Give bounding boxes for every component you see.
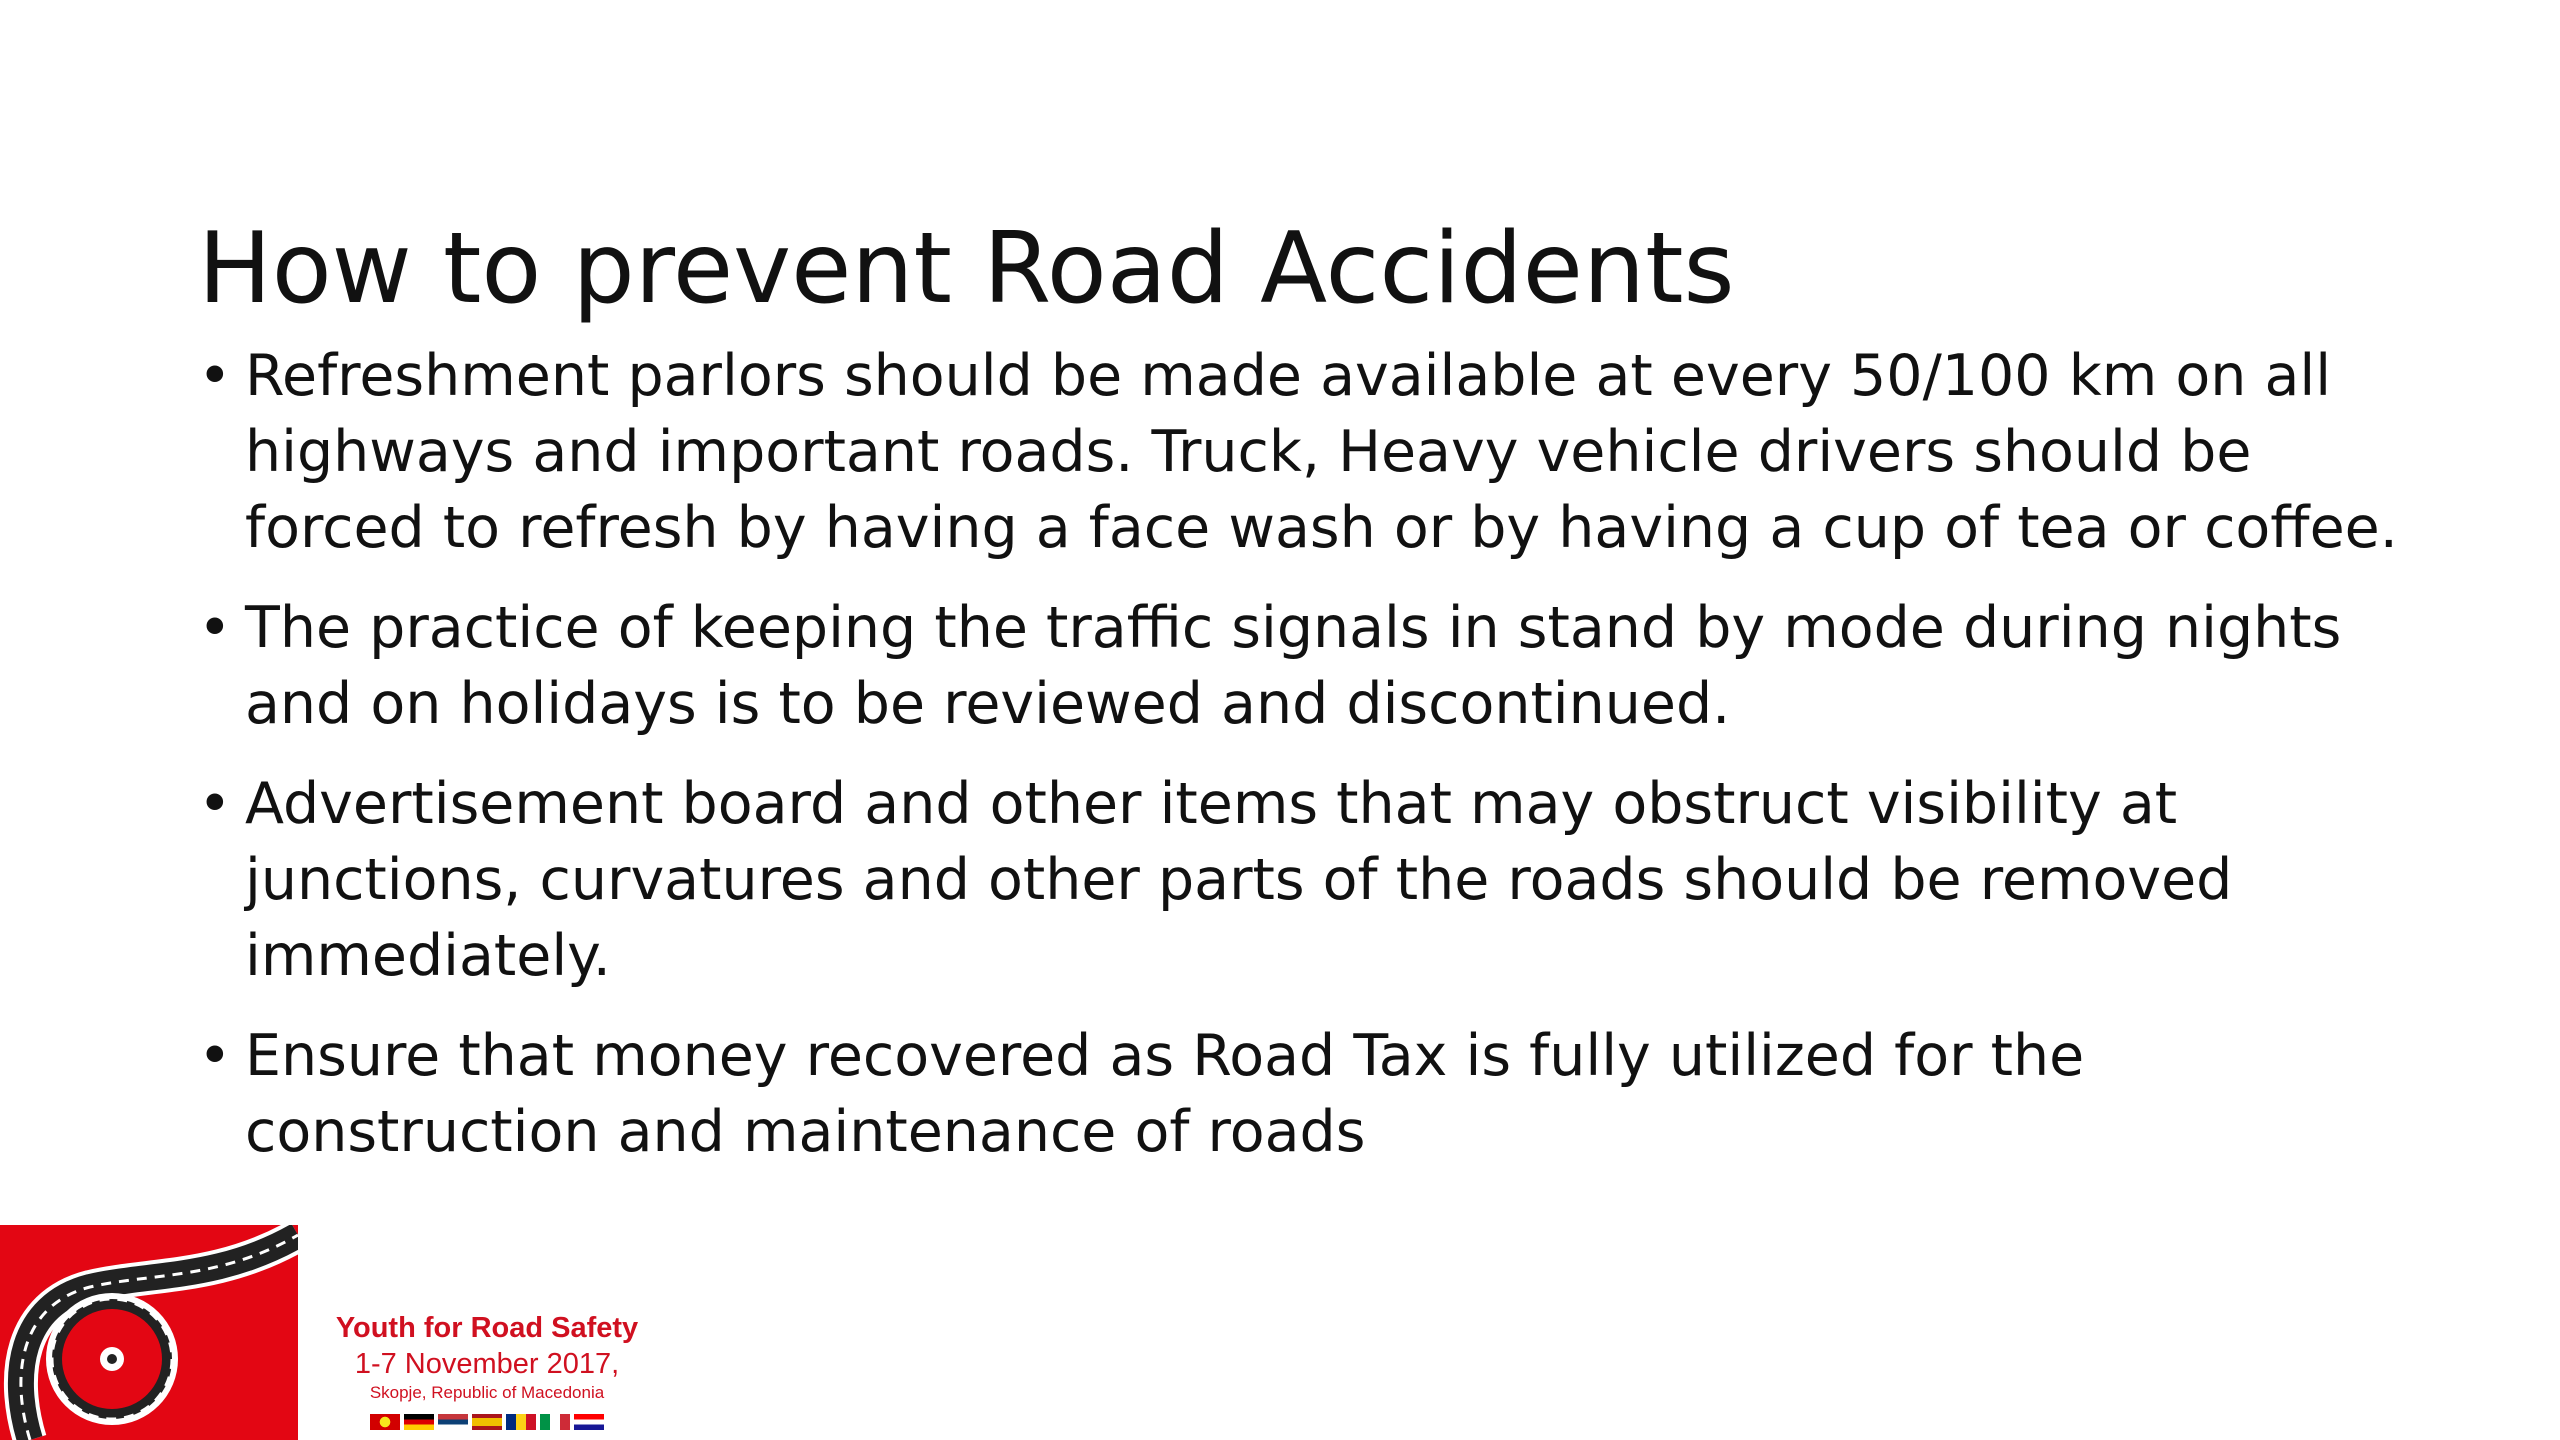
- bullet-text: • Refreshment parlors should be made available at every 50/100 km on all highways and important roads. Truck, Heavy vehicle drivers should be forced to refresh by having a face wash or by having a cup of tea or coffee.: [245, 343, 2398, 561]
- bullet-text: • The practice of keeping the traffic signals in stand by mode during nights and on holidays is to be reviewed and discontinued.: [245, 595, 2342, 737]
- bullet-text: • Advertisement board and other items that may obstruct visibility at junctions, curvatures and other parts of the roads should be removed immediately.: [245, 771, 2233, 989]
- event-dates: 1-7 November 2017,: [354, 1348, 620, 1380]
- event-place: Skopje, Republic of Macedonia: [369, 1383, 605, 1402]
- event-info: [312, 1310, 662, 1430]
- bullet-item: [198, 1018, 2448, 1170]
- bullet-text: • Ensure that money recovered as Road Tax is fully utilized for the construction and maintenance of roads: [245, 1023, 2085, 1165]
- flag-germany-icon: [404, 1414, 434, 1430]
- flag-serbia-icon: [438, 1414, 468, 1430]
- bullet-item: [198, 590, 2448, 742]
- flag-macedonia-icon: [370, 1414, 400, 1430]
- bullet-list: [198, 338, 2448, 1194]
- flag-row: [312, 1414, 662, 1430]
- event-title: Youth for Road Safety: [335, 1312, 639, 1344]
- flag-croatia-icon: [574, 1414, 604, 1430]
- bullet-item: [198, 338, 2448, 566]
- flag-italy-icon: [540, 1414, 570, 1430]
- road-wheel-logo-graphic: [0, 1225, 298, 1440]
- slide-title: How to prevent Road Accidents: [198, 211, 1735, 326]
- bullet-item: [198, 766, 2448, 994]
- flag-spain-icon: [472, 1414, 502, 1430]
- road-wheel-logo-icon: [0, 1225, 298, 1440]
- flag-romania-icon: [506, 1414, 536, 1430]
